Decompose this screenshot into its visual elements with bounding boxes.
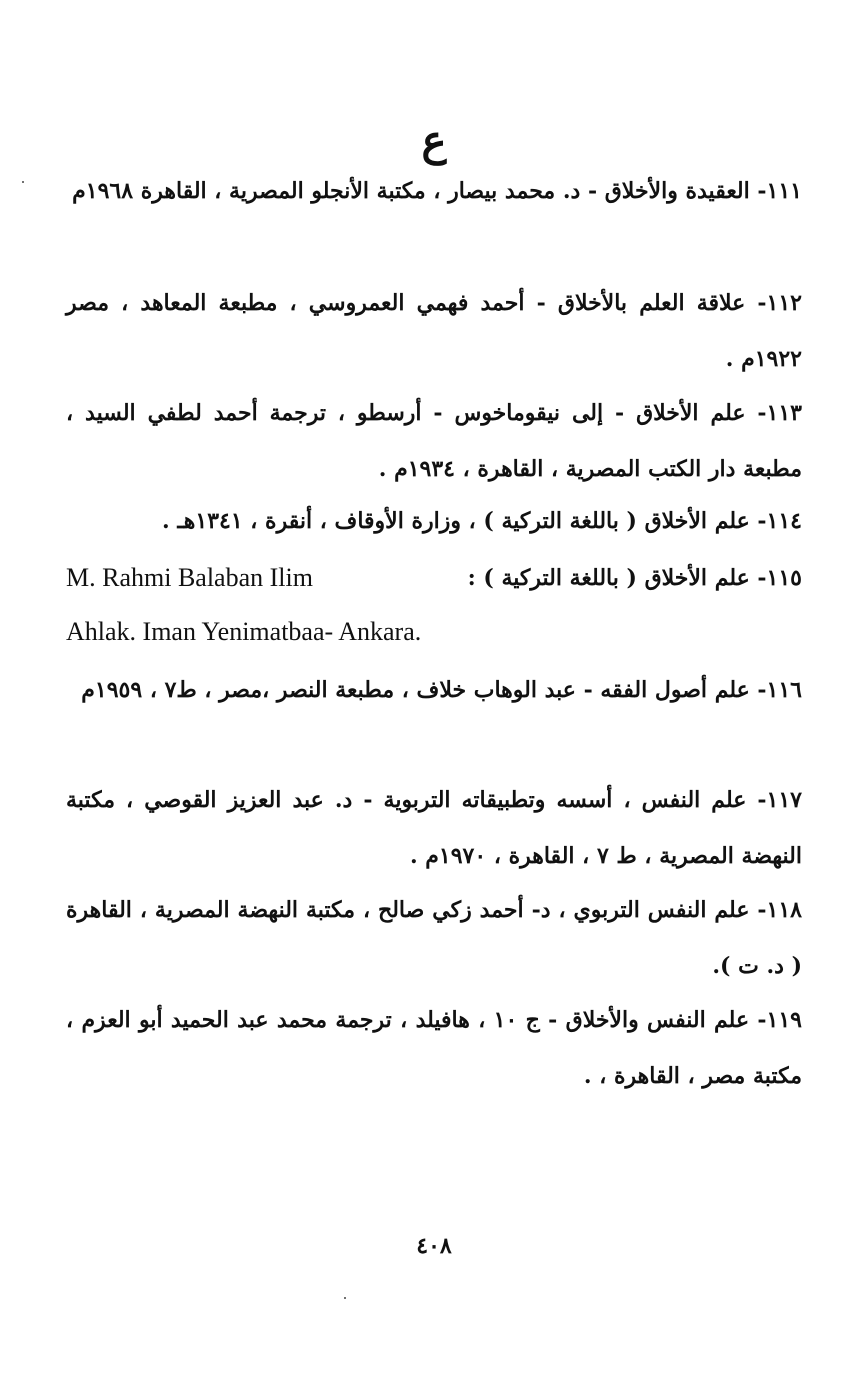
scan-speck <box>22 181 24 183</box>
bibliography-entry-118: ١١٨- علم النفس التربوي ، د- أحمد زكي صالح ، مكتبة النهضة المصرية ، القاهرة ( د. ت ). <box>66 897 802 979</box>
page-number: ٤٠٨ <box>416 1233 452 1259</box>
entry-115-latin-line2: Ahlak. Iman Yenimatbaa- Ankara. <box>66 617 422 646</box>
entry-115-latin-line1: M. Rahmi Balaban Ilim <box>66 563 313 592</box>
entry-115-arabic: ١١٥- علم الأخلاق ( باللغة التركية ) : <box>467 565 802 591</box>
bibliography-entry-111: ١١١- العقيدة والأخلاق - د. محمد بيصار ، مكتبة الأنجلو المصرية ، القاهرة ١٩٦٨م <box>72 178 802 204</box>
section-letter: ع <box>421 116 447 165</box>
bibliography-entry-114: ١١٤- علم الأخلاق ( باللغة التركية ) ، وزارة الأوقاف ، أنقرة ، ١٣٤١هـ . <box>162 508 802 534</box>
bibliography-entry-113: ١١٣- علم الأخلاق - إلى نيقوماخوس - أرسطو ، ترجمة أحمد لطفي السيد ، مطبعة دار الكتب المصرية ، القاهرة ، ١٩٣٤م . <box>66 400 802 482</box>
entry-115-latin-continuation <box>66 604 802 660</box>
bibliography-entry-116: ١١٦- علم أصول الفقه - عبد الوهاب خلاف ، مطبعة النصر ،مصر ، ط٧ ، ١٩٥٩م <box>81 677 802 703</box>
bibliography-entry-115 <box>66 550 802 606</box>
bibliography-entry-117: ١١٧- علم النفس ، أسسه وتطبيقاته التربوية - د. عبد العزيز القوصي ، مكتبة النهضة المصرية ، ط ٧ ، القاهرة ، ١٩٧٠م . <box>66 787 802 869</box>
scan-speck <box>344 1297 346 1299</box>
bibliography-entry-119: ١١٩- علم النفس والأخلاق - ج ١٠ ، هافيلد ، ترجمة محمد عبد الحميد أبو العزم ، مكتبة مصر ، القاهرة ، . <box>66 1007 802 1089</box>
bibliography-entry-112: ١١٢- علاقة العلم بالأخلاق - أحمد فهمي العمروسي ، مطبعة المعاهد ، مصر ١٩٢٢م . <box>66 290 802 372</box>
